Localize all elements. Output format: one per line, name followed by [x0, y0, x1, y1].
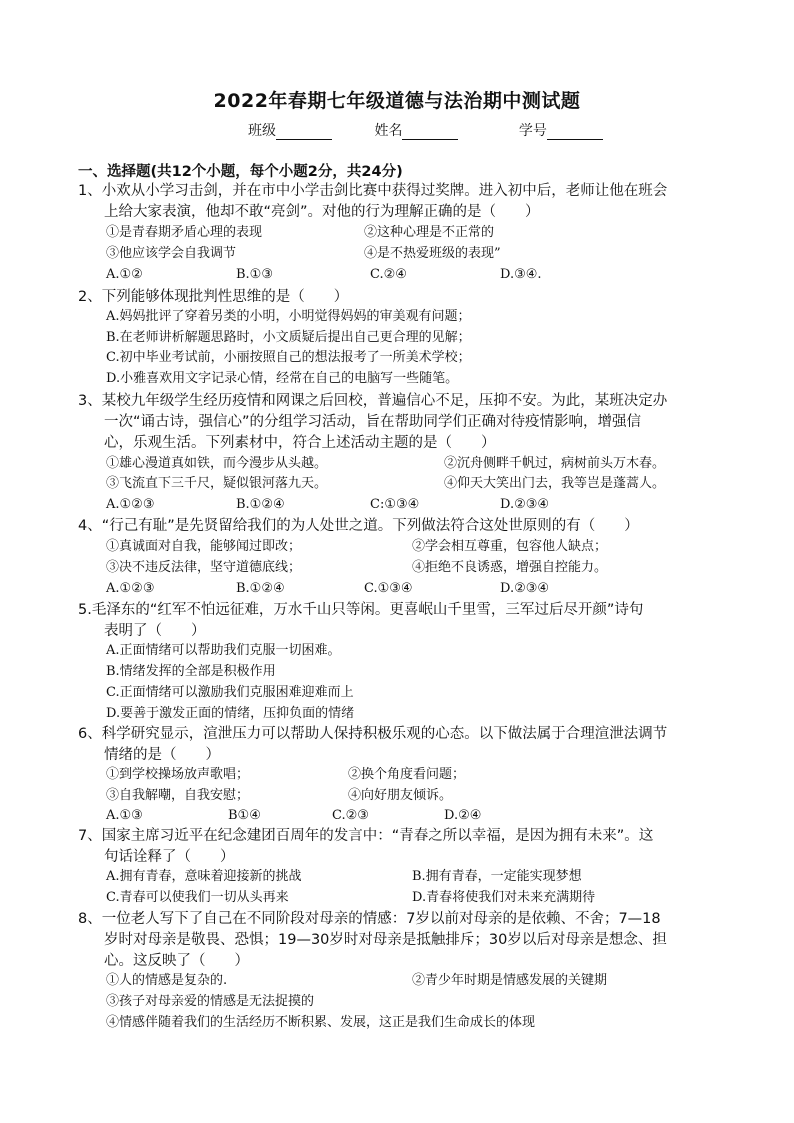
q1-option-b: B.①③	[236, 267, 273, 282]
question-8	[78, 909, 667, 972]
q1-option-c: C.②④	[370, 267, 407, 282]
q4-option-c: C.①③④	[364, 581, 413, 596]
q3-option-d: D.②③④	[500, 497, 550, 512]
question-5-line-2: 表明了（ ）	[104, 623, 206, 639]
q6-statement-4: ④向好朋友倾诉。	[348, 788, 453, 803]
question-1-line-1: 1、小欢从小学习击剑，并在市中小学击剑比赛中获得过奖牌。进入初中后，老师让他在班会	[78, 183, 668, 199]
question-8-line-3: 心。这反映了（ ）	[104, 953, 249, 969]
q3-statement-1: ①雄心漫道真如铁，而今漫步从头越。	[106, 456, 328, 471]
q7-option-d: D.青春将使我们对未来充满期待	[412, 890, 596, 905]
q2-option-c: C.初中毕业考试前，小丽按照自己的想法报考了一所美术学校；	[106, 350, 471, 365]
q2-option-a: A.妈妈批评了穿着另类的小明，小明觉得妈妈的审美观有问题；	[106, 309, 471, 324]
q6-option-d: D.②④	[444, 808, 482, 823]
question-6	[78, 724, 667, 766]
question-5	[78, 600, 643, 642]
q1-option-d: D.③④.	[500, 267, 542, 282]
student-info-line	[248, 120, 603, 140]
page-title: 2022年春期七年级道德与法治期中测试题	[213, 90, 581, 112]
name-blank	[402, 125, 458, 140]
q1-statement-1: ①是青春期矛盾心理的表现	[106, 225, 263, 240]
q5-option-c: C.正面情绪可以激励我们克服困难迎难而上	[106, 685, 354, 700]
q8-statement-4: ④情感伴随着我们的生活经历不断积累、发展，这正是我们生命成长的体现	[106, 1015, 536, 1030]
q5-option-d: D.要善于激发正面的情绪，压抑负面的情绪	[106, 706, 355, 721]
question-5-line-1: 5.毛泽东的“红军不怕远征难，万水千山只等闲。更喜岷山千里雪，三军过后尽开颜”诗句	[78, 602, 644, 618]
q4-option-b: B.①②④	[236, 581, 285, 596]
q5-option-b: B.情绪发挥的全部是积极作用	[106, 664, 276, 679]
q3-option-b: B.①②④	[236, 497, 285, 512]
q2-option-b: B.在老师讲析解题思路时，小文质疑后提出自己更合理的见解；	[106, 330, 471, 345]
name-label: 姓名	[374, 123, 403, 139]
q7-option-b: B.拥有青春，一定能实现梦想	[412, 869, 582, 884]
q2-option-d: D.小雅喜欢用文字记录心情，经常在自己的电脑写一些随笔。	[106, 371, 459, 386]
id-label: 学号	[518, 123, 547, 139]
q6-statement-1: ①到学校操场放声歌唱；	[106, 767, 250, 782]
q4-option-d: D.②③④	[500, 581, 550, 596]
q6-statement-2: ②换个角度看问题；	[348, 767, 466, 782]
q4-statement-2: ②学会相互尊重，包容他人缺点；	[412, 539, 608, 554]
question-8-line-1: 8、一位老人写下了自己在不同阶段对母亲的情感：7岁以前对母亲的是依赖、不舍；7—18	[78, 911, 661, 927]
question-3-line-1: 3、某校九年级学生经历疫情和网课之后回校，普遍信心不足，压抑不安。为此，某班决定办	[78, 393, 668, 409]
question-2-line-1: 2、下列能够体现批判性思维的是（ ）	[78, 289, 349, 305]
q1-option-a: A.①②	[106, 267, 143, 282]
question-3	[78, 391, 667, 454]
q4-statement-1: ①真诚面对自我，能够闻过即改；	[106, 539, 302, 554]
q4-option-a: A.①②③	[106, 581, 155, 596]
id-blank	[547, 125, 603, 140]
q6-option-a: A.①③	[106, 808, 143, 823]
q3-statement-2: ②沉舟侧畔千帆过，病树前头万木春。	[444, 456, 666, 471]
q3-statement-3: ③飞流直下三千尺，疑似银河落九天。	[106, 476, 328, 491]
q8-statement-2: ②青少年时期是情感发展的关键期	[412, 973, 608, 988]
question-3-line-3: 心，乐观生活。下列素材中，符合上述活动主题的是（ ）	[104, 435, 496, 451]
q3-option-a: A.①②③	[106, 497, 155, 512]
q8-statement-3: ③孩子对母亲爱的情感是无法捉摸的	[106, 994, 315, 1009]
question-4-line-1: 4、“行己有耻”是先贤留给我们的为人处世之道。下列做法符合这处世原则的有（ ）	[78, 518, 639, 534]
q4-statement-3: ③决不违反法律，坚守道德底线；	[106, 560, 302, 575]
q6-option-b: B①④	[228, 808, 261, 823]
question-4	[78, 516, 639, 537]
question-2	[78, 287, 348, 308]
question-3-line-2: 一次“诵古诗，强信心”的分组学习活动，旨在帮助同学们正确对待疫情影响，增强信	[104, 414, 642, 430]
section-heading: 一、选择题(共12个小题，每个小题2分，共24分)	[78, 164, 403, 180]
question-6-line-1: 6、科学研究显示，渲泄压力可以帮助人保持积极乐观的心态。以下做法属于合理渲泄法调节	[78, 726, 668, 742]
q7-option-a: A.拥有青春，意味着迎接新的挑战	[106, 869, 302, 884]
question-7-line-2: 句话诠释了（ ）	[104, 849, 235, 865]
q1-statement-4: ④是不热爱班级的表现”	[364, 246, 501, 261]
question-7	[78, 826, 653, 868]
q3-option-c: C:①③④	[370, 497, 420, 512]
q1-statement-3: ③他应该学会自我调节	[106, 246, 237, 261]
q6-option-c: C.②③	[332, 808, 369, 823]
q6-statement-3: ③自我解嘲，自我安慰；	[106, 788, 250, 803]
question-8-line-2: 岁时对母亲是敬畏、恐惧；19—30岁时对母亲是抵触排斥；30岁以后对母亲是想念、担	[104, 932, 667, 948]
class-label: 班级	[248, 123, 276, 139]
question-6-line-2: 情绪的是（ ）	[104, 747, 220, 763]
q8-statement-1: ①人的情感是复杂的.	[106, 973, 228, 988]
question-1-line-2: 上给大家表演，他却不敢“亮剑”。对他的行为理解正确的是（ ）	[104, 204, 540, 220]
q3-statement-4: ④仰天大笑出门去，我等岂是蓬蒿人。	[444, 476, 666, 491]
question-1	[78, 181, 667, 223]
question-7-line-1: 7、国家主席习近平在纪念建团百周年的发言中：“青春之所以幸福，是因为拥有未来”。这	[78, 828, 654, 844]
q4-statement-4: ④拒绝不良诱惑，增强自控能力。	[412, 560, 608, 575]
q1-statement-2: ②这种心理是不正常的	[364, 225, 495, 240]
class-blank	[276, 125, 332, 140]
q5-option-a: A.正面情绪可以帮助我们克服一切困难。	[106, 643, 341, 658]
q7-option-c: C.青春可以使我们一切从头再来	[106, 890, 289, 905]
